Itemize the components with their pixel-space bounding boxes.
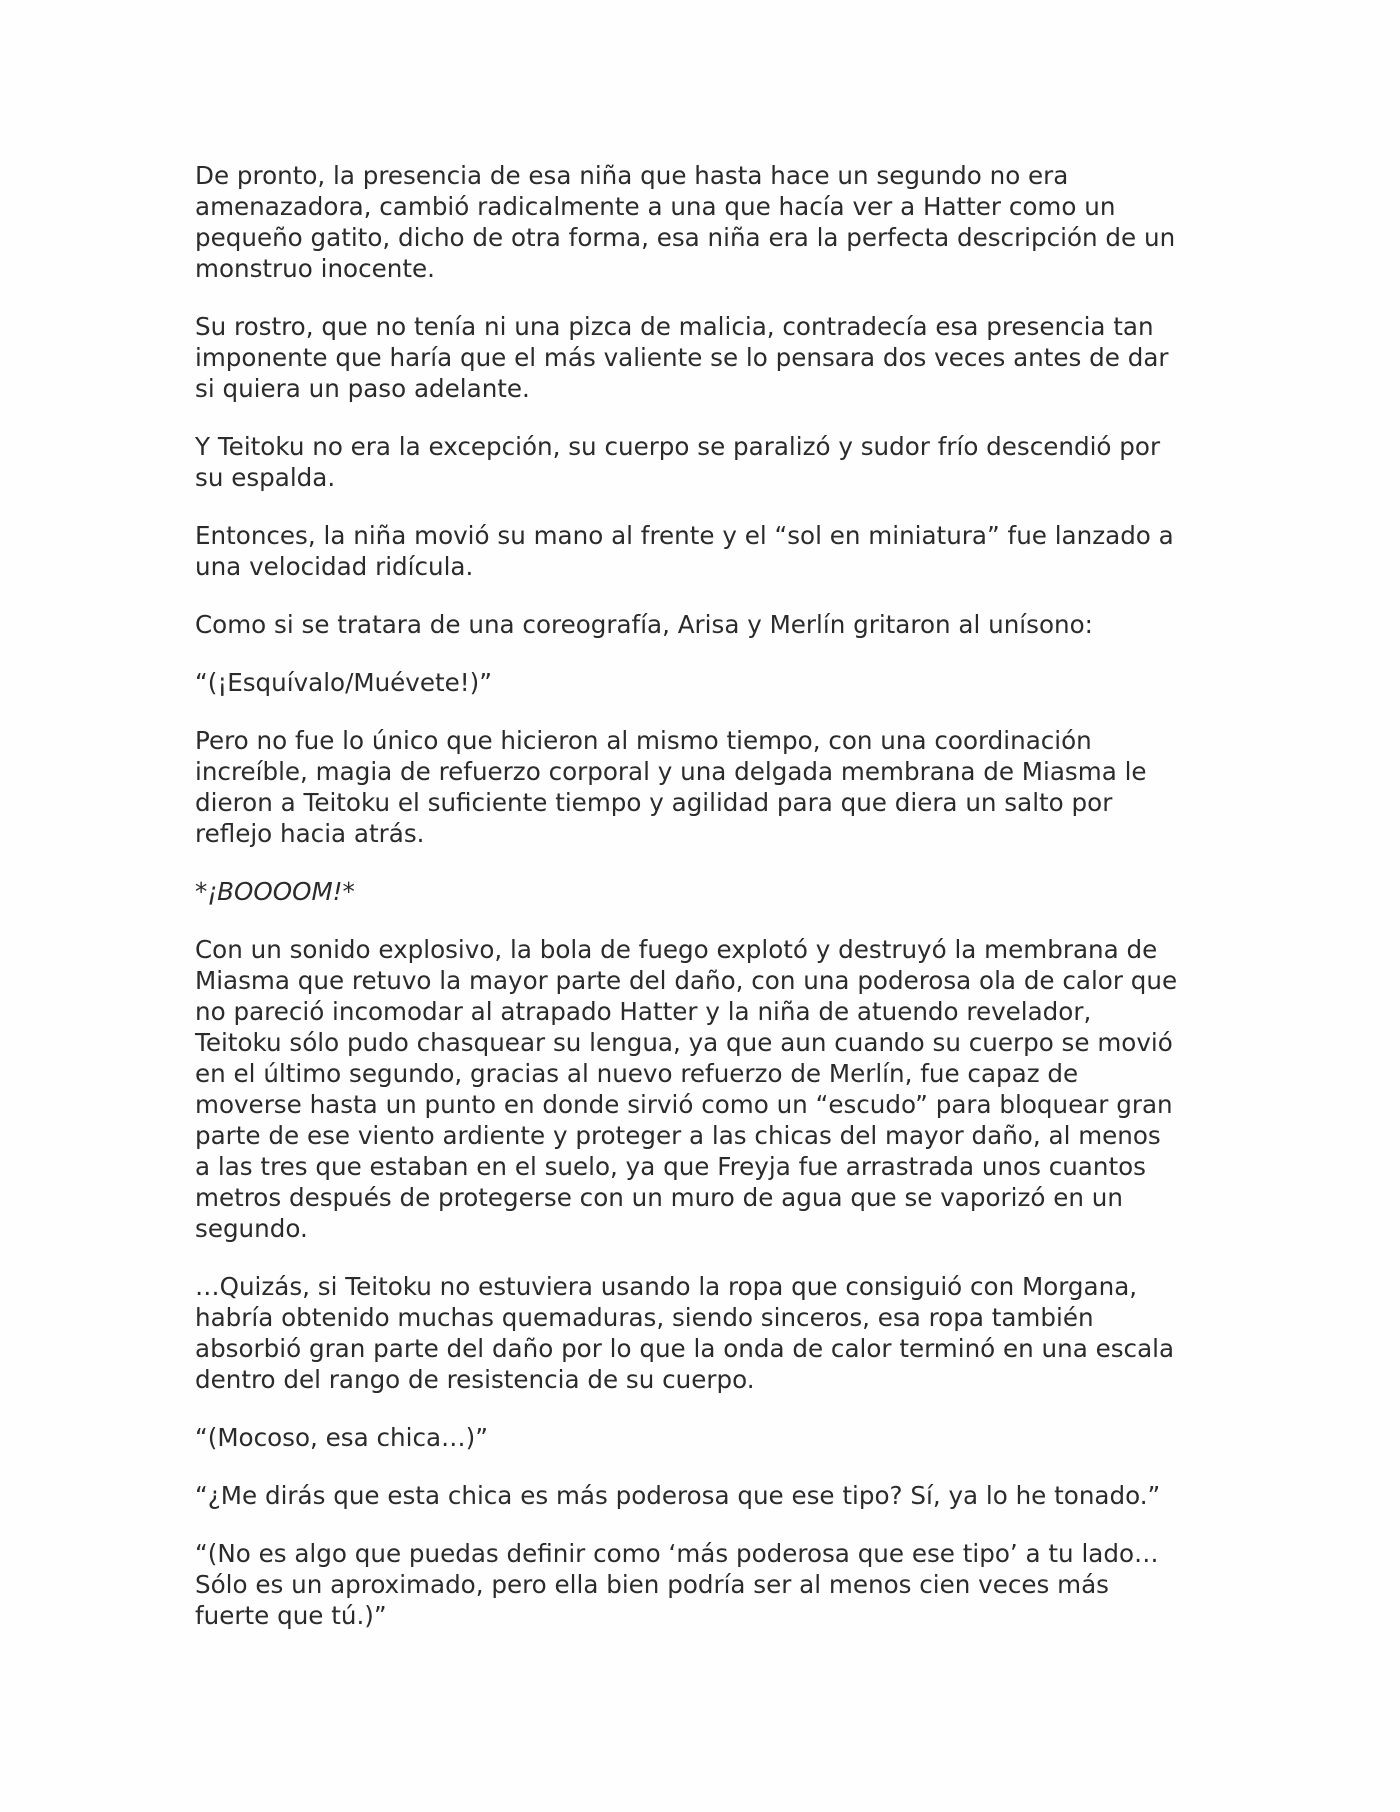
text-line: a las tres que estaban en el suelo, ya que Freyja fue arrastrada unos cuantos — [195, 1152, 1146, 1181]
paragraph-1 — [195, 160, 1205, 284]
text-line: metros después de protegerse con un muro de agua que se vaporizó en un — [195, 1183, 1123, 1212]
paragraph-8 — [195, 1271, 1205, 1395]
text-line: Y Teitoku no era la excepción, su cuerpo se paralizó y sudor frío descendió por — [195, 432, 1161, 461]
sound-effect — [195, 876, 1205, 907]
text-line: no pareció incomodar al atrapado Hatter y la niña de atuendo revelador, — [195, 997, 1092, 1026]
text-line: increíble, magia de refuerzo corporal y una delgada membrana de Miasma le — [195, 757, 1147, 786]
text-line: Sólo es un aproximado, pero ella bien podría ser al menos cien veces más — [195, 1570, 1109, 1599]
dialogue-2 — [195, 1422, 1205, 1453]
text-line: absorbió gran parte del daño por lo que la onda de calor terminó en una escala — [195, 1334, 1175, 1363]
dialogue-4 — [195, 1538, 1205, 1631]
text-line: *¡BOOOOM!* — [195, 877, 355, 906]
document-page — [195, 160, 1205, 1658]
text-line: Miasma que retuvo la mayor parte del daño, con una poderosa ola de calor que — [195, 966, 1178, 995]
text-line: …Quizás, si Teitoku no estuviera usando la ropa que consiguió con Morgana, — [195, 1272, 1138, 1301]
text-line: De pronto, la presencia de esa niña que hasta hace un segundo no era — [195, 161, 1069, 190]
paragraph-5 — [195, 609, 1205, 640]
text-line: Entonces, la niña movió su mano al frente y el “sol en miniatura” fue lanzado a — [195, 521, 1174, 550]
text-line: Su rostro, que no tenía ni una pizca de malicia, contradecía esa presencia tan — [195, 312, 1154, 341]
text-line: fuerte que tú.)” — [195, 1601, 387, 1630]
text-line: dentro del rango de resistencia de su cuerpo. — [195, 1365, 755, 1394]
text-line: “(No es algo que puedas definir como ‘más poderosa que ese tipo’ a tu lado… — [195, 1539, 1159, 1568]
text-line: reflejo hacia atrás. — [195, 819, 425, 848]
text-line: Con un sonido explosivo, la bola de fuego explotó y destruyó la membrana de — [195, 935, 1158, 964]
text-line: si quiera un paso adelante. — [195, 374, 530, 403]
text-line: parte de ese viento ardiente y proteger a las chicas del mayor daño, al menos — [195, 1121, 1161, 1150]
text-line: dieron a Teitoku el suficiente tiempo y agilidad para que diera un salto por — [195, 788, 1113, 817]
text-line: imponente que haría que el más valiente se lo pensara dos veces antes de dar — [195, 343, 1169, 372]
text-line: su espalda. — [195, 463, 336, 492]
paragraph-4 — [195, 520, 1205, 582]
paragraph-3 — [195, 431, 1205, 493]
text-line: segundo. — [195, 1214, 308, 1243]
text-line: “(Mocoso, esa chica…)” — [195, 1423, 488, 1452]
text-line: Pero no fue lo único que hicieron al mismo tiempo, con una coordinación — [195, 726, 1092, 755]
paragraph-7 — [195, 934, 1205, 1244]
text-line: habría obtenido muchas quemaduras, siendo sinceros, esa ropa también — [195, 1303, 1094, 1332]
paragraph-2 — [195, 311, 1205, 404]
text-line: moverse hasta un punto en donde sirvió como un “escudo” para bloquear gran — [195, 1090, 1173, 1119]
text-line: amenazadora, cambió radicalmente a una que hacía ver a Hatter como un — [195, 192, 1116, 221]
dialogue-3 — [195, 1480, 1205, 1511]
text-line: una velocidad ridícula. — [195, 552, 474, 581]
text-line: Como si se tratara de una coreografía, Arisa y Merlín gritaron al unísono: — [195, 610, 1093, 639]
text-line: “(¡Esquívalo/Muévete!)” — [195, 668, 492, 697]
dialogue-1 — [195, 667, 1205, 698]
text-line: monstruo inocente. — [195, 254, 435, 283]
text-line: “¿Me dirás que esta chica es más poderosa que ese tipo? Sí, ya lo he tonado.” — [195, 1481, 1161, 1510]
text-line: Teitoku sólo pudo chasquear su lengua, ya que aun cuando su cuerpo se movió — [195, 1028, 1173, 1057]
paragraph-6 — [195, 725, 1205, 849]
text-line: pequeño gatito, dicho de otra forma, esa niña era la perfecta descripción de un — [195, 223, 1176, 252]
text-line: en el último segundo, gracias al nuevo refuerzo de Merlín, fue capaz de — [195, 1059, 1079, 1088]
